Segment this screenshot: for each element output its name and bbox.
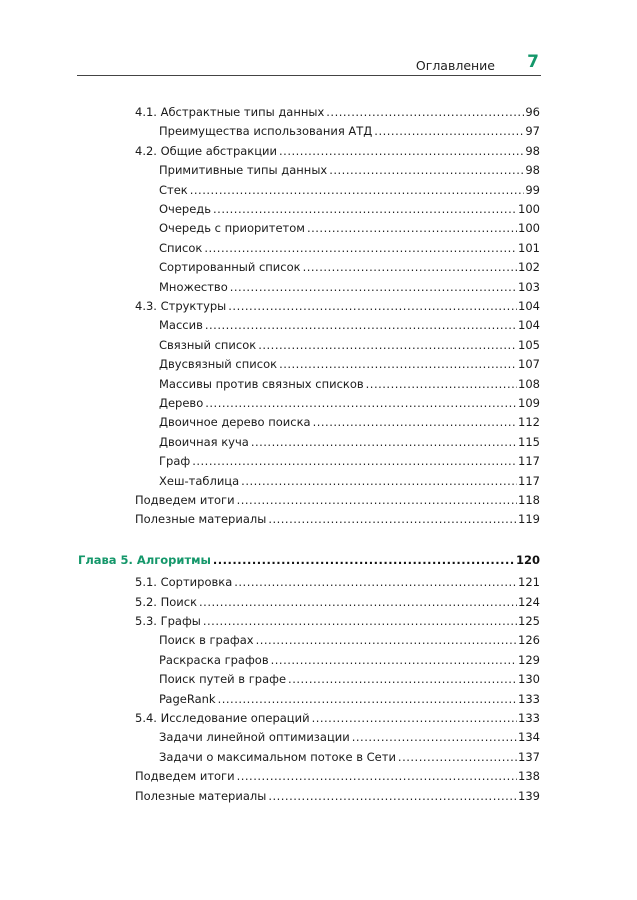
toc-entry-label: 4.3. Структуры bbox=[135, 299, 227, 313]
toc-leader-dots bbox=[307, 220, 517, 236]
toc-entry[interactable] bbox=[135, 104, 540, 120]
toc-entry-label: Подведем итоги bbox=[135, 769, 235, 784]
toc-leader-dots bbox=[228, 298, 517, 314]
toc-leader-dots bbox=[326, 104, 524, 120]
toc-leader-dots bbox=[271, 652, 517, 668]
toc-entry-page: 97 bbox=[525, 124, 540, 139]
toc-entry-page: 108 bbox=[518, 376, 540, 391]
toc-entry-page: 112 bbox=[518, 415, 540, 430]
toc-entry-label: Связный список bbox=[159, 337, 257, 352]
toc-leader-dots bbox=[279, 356, 517, 372]
toc-entry-label: Дерево bbox=[159, 396, 204, 410]
toc-leader-dots bbox=[288, 671, 517, 687]
toc-entry-page: 98 bbox=[525, 163, 540, 178]
toc-entry-label: 5.4. Исследование операций bbox=[135, 711, 310, 725]
toc-entry-page: 100 bbox=[518, 221, 540, 236]
toc-entry-label: Массивы против связных списков bbox=[159, 376, 364, 391]
toc-entry-page: 98 bbox=[525, 143, 540, 158]
toc-entry[interactable] bbox=[159, 453, 540, 469]
toc-entry[interactable] bbox=[159, 356, 540, 372]
toc-entry-label: 5.2. Поиск bbox=[135, 594, 198, 609]
toc-leader-dots bbox=[237, 492, 517, 508]
toc-entry-page: 117 bbox=[518, 473, 540, 488]
toc-entry-label: Полезные материалы bbox=[135, 512, 267, 527]
toc-entry[interactable] bbox=[159, 414, 540, 430]
toc-leader-dots bbox=[268, 511, 517, 527]
toc-leader-dots bbox=[213, 201, 517, 217]
toc-entry-label: Очередь с приоритетом bbox=[159, 221, 305, 236]
toc-entry[interactable] bbox=[159, 259, 540, 275]
toc-entry-label: 4.1. Абстрактные типы данных bbox=[135, 105, 325, 119]
header-rule bbox=[77, 75, 541, 76]
toc-entry-page: 121 bbox=[518, 575, 540, 590]
toc-entry[interactable] bbox=[135, 574, 540, 590]
toc-entry-label: Стек bbox=[159, 182, 188, 197]
toc-entry-page: 118 bbox=[518, 493, 540, 507]
toc-entry-page: 138 bbox=[518, 769, 540, 784]
toc-entry-page: 104 bbox=[518, 318, 540, 333]
toc-entry-page: 137 bbox=[518, 749, 540, 764]
toc-entry[interactable] bbox=[159, 317, 540, 333]
toc-entry-page: 130 bbox=[518, 672, 540, 687]
toc-leader-dots bbox=[251, 434, 517, 450]
toc-entry-label: Хеш-таблица bbox=[159, 473, 240, 488]
toc-entry-page: 115 bbox=[518, 434, 540, 449]
toc-leader-dots bbox=[190, 182, 525, 198]
toc-entry-label: Задачи о максимальном потоке в Сети bbox=[159, 749, 396, 764]
toc-leader-dots bbox=[205, 395, 517, 411]
toc-entry-page: 101 bbox=[518, 240, 540, 255]
toc-leader-dots bbox=[374, 123, 524, 139]
toc-entry-page: 125 bbox=[518, 614, 540, 628]
toc-entry-label: Глава 5. Алгоритмы bbox=[78, 552, 211, 567]
toc-leader-dots bbox=[329, 162, 524, 178]
toc-leader-dots bbox=[279, 143, 524, 159]
toc-entry-label: Двоичное дерево поиска bbox=[159, 415, 311, 430]
toc-entry-label: Поиск путей в графе bbox=[159, 672, 287, 687]
toc-entry[interactable] bbox=[135, 511, 540, 527]
toc-entry[interactable] bbox=[159, 671, 540, 687]
toc-entry[interactable] bbox=[135, 298, 540, 314]
toc-entry[interactable] bbox=[159, 395, 540, 411]
toc-entry-page: 139 bbox=[518, 788, 540, 803]
toc-entry[interactable] bbox=[159, 729, 540, 745]
toc-leader-dots bbox=[352, 729, 517, 745]
toc-leader-dots bbox=[237, 768, 517, 784]
toc-entry-label: Граф bbox=[159, 454, 191, 469]
toc-entry-page: 124 bbox=[518, 594, 540, 609]
toc-entry-page: 133 bbox=[518, 691, 540, 706]
toc-entry[interactable] bbox=[159, 240, 540, 256]
toc-entry[interactable] bbox=[159, 691, 540, 707]
toc-leader-dots bbox=[213, 552, 515, 568]
toc-leader-dots bbox=[192, 453, 517, 469]
toc-entry[interactable] bbox=[159, 162, 540, 178]
toc-leader-dots bbox=[256, 632, 517, 648]
toc-leader-dots bbox=[205, 317, 517, 333]
toc-entry-label: Список bbox=[159, 240, 203, 255]
toc-entry-page: 100 bbox=[518, 202, 540, 216]
toc-entry-label: Подведем итоги bbox=[135, 493, 235, 507]
toc-entry-page: 126 bbox=[518, 633, 540, 648]
toc-entry-page: 102 bbox=[518, 260, 540, 275]
toc-entry-label: Множество bbox=[159, 279, 228, 294]
toc-entry-label: Преимущества использования АТД bbox=[159, 124, 373, 139]
toc-entry[interactable] bbox=[159, 434, 540, 450]
toc-leader-dots bbox=[398, 749, 517, 765]
toc-entry[interactable] bbox=[159, 182, 540, 198]
toc-entry[interactable] bbox=[159, 201, 540, 217]
toc-entry[interactable] bbox=[159, 473, 540, 489]
toc-entry-page: 104 bbox=[518, 299, 540, 313]
toc-entry[interactable] bbox=[159, 123, 540, 139]
toc-entry-label: Поиск в графах bbox=[159, 633, 254, 648]
toc-leader-dots bbox=[313, 414, 517, 430]
toc-leader-dots bbox=[234, 574, 517, 590]
toc-leader-dots bbox=[258, 337, 517, 353]
toc-entry-label: 5.1. Сортировка bbox=[135, 575, 233, 590]
toc-entry[interactable] bbox=[135, 768, 540, 784]
toc-entry-page: 96 bbox=[525, 105, 540, 119]
toc-entry[interactable] bbox=[159, 220, 540, 236]
toc-entry-label: 4.2. Общие абстракции bbox=[135, 143, 278, 158]
toc-leader-dots bbox=[218, 691, 517, 707]
toc-entry-page: 105 bbox=[518, 337, 540, 352]
toc-entry-label: 5.3. Графы bbox=[135, 614, 201, 628]
toc-entry[interactable] bbox=[135, 788, 540, 804]
running-header-title: Оглавление bbox=[415, 58, 495, 73]
toc-entry-label: Двоичная куча bbox=[159, 434, 249, 449]
toc-entry-page: 117 bbox=[518, 454, 540, 469]
toc-entry[interactable] bbox=[159, 749, 540, 765]
toc-entry[interactable] bbox=[135, 594, 540, 610]
toc-entry[interactable] bbox=[135, 613, 540, 629]
toc-chapter-entry[interactable] bbox=[78, 552, 540, 568]
toc-entry-page: 99 bbox=[525, 182, 540, 197]
toc-entry-page: 129 bbox=[518, 652, 540, 667]
page-number: 7 bbox=[527, 52, 539, 72]
toc-leader-dots bbox=[199, 594, 517, 610]
toc-entry[interactable] bbox=[159, 279, 540, 295]
toc-entry-page: 134 bbox=[518, 730, 540, 745]
toc-leader-dots bbox=[241, 473, 517, 489]
toc-entry-page: 133 bbox=[518, 711, 540, 725]
toc-entry-page: 119 bbox=[518, 512, 540, 527]
toc-entry-label: Сортированный список bbox=[159, 260, 301, 275]
toc-entry-label: Задачи линейной оптимизации bbox=[159, 730, 350, 745]
toc-entry-label: Полезные материалы bbox=[135, 788, 267, 803]
toc-entry[interactable] bbox=[159, 632, 540, 648]
toc-entry-label: Раскраска графов bbox=[159, 652, 269, 667]
toc-entry-label: Двусвязный список bbox=[159, 357, 278, 372]
toc-entry-page: 107 bbox=[518, 357, 540, 372]
toc-leader-dots bbox=[204, 240, 517, 256]
running-header bbox=[77, 52, 541, 76]
toc-leader-dots bbox=[230, 279, 517, 295]
toc-leader-dots bbox=[203, 613, 517, 629]
toc-entry-label: Массив bbox=[159, 318, 203, 333]
toc-entry[interactable] bbox=[135, 710, 540, 726]
toc-entry[interactable] bbox=[135, 492, 540, 508]
toc-entry[interactable] bbox=[159, 652, 540, 668]
toc-entry[interactable] bbox=[159, 376, 540, 392]
toc-entry[interactable] bbox=[159, 337, 540, 353]
toc-leader-dots bbox=[312, 710, 517, 726]
toc-leader-dots bbox=[268, 788, 517, 804]
toc-entry-label: Очередь bbox=[159, 202, 212, 216]
toc-entry-page: 120 bbox=[515, 552, 540, 567]
toc-entry-page: 103 bbox=[518, 279, 540, 294]
toc-entry[interactable] bbox=[135, 143, 540, 159]
toc-entry-label: Примитивные типы данных bbox=[159, 163, 328, 178]
toc-entry-page: 109 bbox=[518, 396, 540, 410]
toc-entry-label: PageRank bbox=[159, 691, 216, 706]
toc-leader-dots bbox=[303, 259, 517, 275]
toc-leader-dots bbox=[366, 376, 517, 392]
